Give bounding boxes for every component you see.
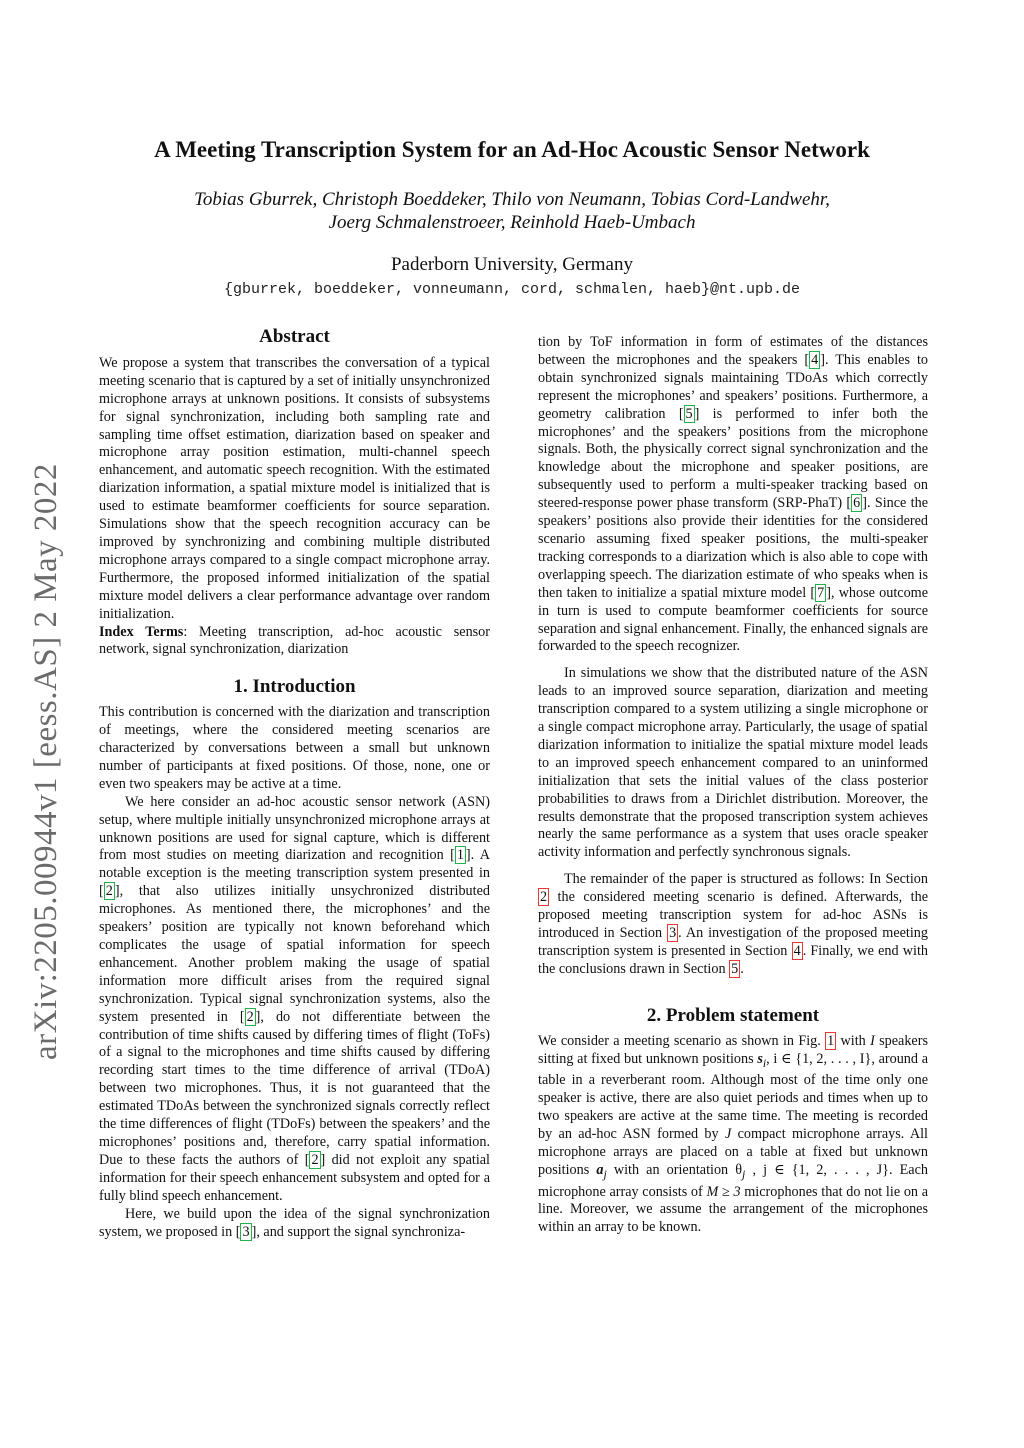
section-link[interactable]: 2 xyxy=(540,889,548,906)
paper-title: A Meeting Transcription System for an Ad-Hoc Acoustic Sensor Network xyxy=(154,137,870,162)
section-link[interactable]: 4 xyxy=(793,942,801,959)
figure-link[interactable]: 1 xyxy=(827,1032,835,1049)
math-vector: a xyxy=(596,1161,604,1178)
problem-text: with xyxy=(836,1032,871,1049)
citation-link[interactable]: 1 xyxy=(456,847,464,864)
problem-text: microphones that do not lie on a line. Moreover, we assume the arrangement of the microphones within an array to be known. xyxy=(538,1183,929,1236)
intro-text: , that also utilizes initially unsychronized distributed microphones. As mentioned there, the microphones’ and the speakers’ position are typically not known beforehand which complicates the usage of spatial information for speech enhancement. Another problem making the usage of spatial information more difficult arises from the required signal synchronization. Typical signal synchronization systems, also the system presented in xyxy=(99,883,490,1025)
index-terms xyxy=(99,624,490,660)
intro-text: is performed to infer both the microphones’ and the speakers’ positions from the microphone signals. Both, the physically correct signal synchronization and the knowledge about the microphone and speaker positions, are subsequently used to perform a multi-speaker tracking based on steered-response power phase transform (SRP-PhaT) xyxy=(538,405,928,512)
section-link[interactable]: 5 xyxy=(731,960,739,977)
problem-text: compact microphone arrays. All microphone arrays are placed on a table at fixed but unknown positions xyxy=(538,1125,929,1178)
intro-text: This contribution is concerned with the diarization and transcription of meetings, where the considered meeting scenarios are characterized by conversations between a small but unknown number of participants at fixed positions. Of those, none, one or even two speakers may be active at a time. xyxy=(99,704,490,792)
abstract-heading: Abstract xyxy=(259,326,330,347)
intro-paragraph-2: We here consider an ad-hoc acoustic sensor network (ASN) setup, where multiple initially unsynchronized microphone arrays at unknown positions are used for signal capture, which is different from most studies on meeting diarization and recognition [ 1 ]. A notable exception is the meeting transcription system presented in [ 2 ], that also utilizes initially unsychronized distributed microphones. As mentioned there, the microphones’ and the speakers’ position are typically not known beforehand which complicates the usage of spatial information for speech enhancement. Another problem making the usage of spatial information more difficult arises from the required signal synchronization. Typical signal synchronization systems, also the system presented in [ 2 ], do not differentiate between the contribution of time shifts caused by differing times of flight (ToFs) of a signal to the microphones and time shifts caused by differing recording start times to the time difference of arrival (TDoA) between two microphones. Thus, it is not guaranteed that the estimated TDoAs between the synchronized signals correctly reflect the time differences of flight (TDoFs) between the speakers’ and the microphones’ positions and, therefore, carry spatial information. Due to these facts the authors of [ 2 ] did not exploit any spatial information for their speech enhancement subsystem and opted for a fully blind speech enhancement. xyxy=(99,793,491,1204)
intro-paragraph-3: Here, we build upon the idea of the signal synchronization system, we proposed in [ 3 ], and support the signal synchroniza- xyxy=(99,1205,490,1240)
citation-link[interactable]: 2 xyxy=(105,883,113,900)
intro-text: . Finally, we end with the conclusions drawn in Section xyxy=(538,942,929,977)
authors-line-1: Tobias Gburrek, Christoph Boeddeker, Thilo von Neumann, Tobias Cord-Landwehr, xyxy=(194,189,830,210)
citation-link[interactable]: 2 xyxy=(246,1008,254,1025)
intro-text: did not exploit any spatial information for their speech enhancement subsystem and opted for a fully blind speech enhancement. xyxy=(99,1151,490,1204)
intro-text: We here consider an ad-hoc acoustic sensor network (ASN) setup, where multiple initially unsynchronized microphone arrays at unknown positions are used for signal capture, which is different from most studies on meeting diarization and recognition xyxy=(99,793,490,864)
intro-text: , do not differentiate between the contribution of time shifts caused by differing times of flight (ToFs) of a signal to the microphones and time shifts caused by differing recording start times to the time difference of arrival (TDoA) between two microphones. Thus, it is not guaranteed that the estimated TDoAs between the synchronized signals correctly reflect the time differences of flight (TDoFs) between the speakers’ and the microphones’ positions and, therefore, carry spatial information. Due to these facts the authors of xyxy=(99,1008,490,1168)
problem-text: with an orientation θ xyxy=(606,1161,743,1178)
right-column xyxy=(538,334,928,1237)
intro-text: . An investigation of the proposed meeting transcription system is presented in Section xyxy=(538,925,928,959)
problem-text: We consider a meeting scenario as shown in Fig. xyxy=(538,1032,826,1049)
math-vector: s xyxy=(757,1050,763,1067)
authors-line-2: Joerg Schmalenstroeer, Reinhold Haeb-Umbach xyxy=(328,212,696,233)
intro-text: Here, we build upon the idea of the signal synchronization system, we proposed in xyxy=(99,1205,490,1240)
citation-link[interactable]: 2 xyxy=(311,1151,319,1168)
author-emails: {gburrek, boeddeker, vonneumann, cord, schmalen, haeb}@nt.upb.de xyxy=(223,281,801,298)
intro-text: the considered meeting scenario is defined. Afterwards, the proposed meeting transcription system for ad-hoc ASNs is introduced in Section xyxy=(538,889,928,941)
math-var: I xyxy=(870,1032,875,1049)
index-terms-text: : Meeting transcription, ad-hoc acoustic sensor network, signal synchronization, diarization xyxy=(99,623,491,658)
intro-paragraph-1 xyxy=(99,704,490,794)
intro-paragraph-3-cont: tion by ToF information in form of estimates of the distances between the microphones and the speakers [ 4 ]. This enables to obtain synchronized signals maintaining TDoAs which correctly represent the microphones’ and speakers’ positions. Furthermore, a geometry calibration [ 5 ] is performed to infer both the microphones’ and the speakers’ positions from the microphone signals. Both, the physically correct signal synchronization and the knowledge about the microphone and speaker positions, are subsequently used to perform a multi-speaker tracking based on steered-response power phase transform (SRP-PhaT) [ 6 ]. Since the speakers’ positions also provide their identities for the considered scenario assuming fixed speaker positions, the multi-speaker tracking corresponds to a diarization which is also able to cope with overlapping speech. The diarization estimate of who speaks when is then taken to initialize a spatial mixture model [ 7 ], whose outcome in turn is used to compute beamformer coefficients for source separation and signal enhancement. Finally, the enhanced signals are forwarded to the speech recognizer. xyxy=(538,334,928,655)
intro-text: . A notable exception is the meeting transcription system presented in xyxy=(99,847,491,882)
problem-paragraph xyxy=(538,1033,928,1238)
affiliation: Paderborn University, Germany xyxy=(390,254,633,275)
problem-text: , i ∈ {1, 2, . . . , I}, xyxy=(766,1050,875,1067)
citation-link[interactable]: 7 xyxy=(817,584,825,601)
problem-text: speakers sitting at fixed but unknown positions xyxy=(538,1032,928,1067)
abstract-body: We propose a system that transcribes the conversation of a typical meeting scenario that is captured by a set of initially unsynchronized microphone arrays at unknown positions. It consists of subsystems for signal synchronization, including both sampling rate and sampling time offset estimation, diarization based on speaker and microphone array position estimation, multi-channel speech enhancement, and automatic speech recognition. With the estimated diarization information, a spatial mixture model is initialized that is used to estimate beamformer coefficients for source separation. Simulations show that the speech recognition accuracy can be improved by synchronizing and combining multiple distributed microphone arrays compared to a single compact microphone array. Furthermore, the proposed informed initialization of the spatial mixture model delivers a clear performance advantage over random initialization. xyxy=(99,354,490,622)
section-heading-introduction: 1. Introduction xyxy=(233,676,356,698)
section-heading-problem-statement: 2. Problem statement xyxy=(646,1004,820,1026)
intro-text: . xyxy=(740,960,744,977)
math-subscript: j xyxy=(742,1166,746,1181)
intro-text: , and support the signal synchroniza- xyxy=(256,1223,466,1240)
section-link[interactable]: 3 xyxy=(669,925,677,941)
author-list xyxy=(150,188,874,234)
math-var: M ≥ 3 xyxy=(706,1183,741,1200)
citation-link[interactable]: 6 xyxy=(853,495,861,512)
intro-paragraph-4 xyxy=(538,665,928,862)
problem-text: , j ∈ {1, 2, . . . , J}. Each microphone array consists of xyxy=(538,1161,928,1200)
intro-text: . This enables to obtain synchronized signals maintaining TDoAs which correctly represent the microphones’ and speakers’ positions. Furthermore, a geometry calibration xyxy=(538,351,928,422)
left-column xyxy=(99,328,490,1241)
citation-link[interactable]: 5 xyxy=(685,405,693,422)
intro-text: In simulations we show that the distributed nature of the ASN leads to an improved source separation, diarization and meeting transcription compared to a system utilizing a single microphone or a single compact microphone array. Particularly, the usage of spatial diarization information to initialize the spatial mixture model leads to an improved speech enhancement compared to an uninformed initialization that sets the initial values of the class posterior probabilities to draws from a Dirichlet distribution. Moreover, the results demonstrate that the proposed transcription system achieves nearly the same performance as a system that uses oracle speaker activity information and perfectly synchronous signals. xyxy=(538,665,928,861)
problem-text: around a table in a reverberant room. Although most of the time only one speaker is active, there are also quiet periods and times when up to two speakers are active at the same time. The meeting is recorded by an ad-hoc ASN formed by xyxy=(538,1050,929,1142)
intro-text: , whose outcome in turn is used to compute beamformer coefficients for source separation and signal enhancement. Finally, the enhanced signals are forwarded to the speech recognizer. xyxy=(538,584,928,655)
citation-link[interactable]: 4 xyxy=(811,351,819,368)
math-subscript: j xyxy=(603,1166,607,1181)
intro-text: The remainder of the paper is structured as follows: In Section xyxy=(564,871,928,888)
intro-paragraph-5 xyxy=(538,871,928,978)
math-var: J xyxy=(724,1125,732,1142)
intro-text: . Since the speakers’ positions also provide their identities for the considered scenario assuming fixed speaker positions, the multi-speaker tracking corresponds to a diarization which is also able to cope with overlapping speech. The diarization estimate of who speaks when is then taken to initialize a spatial mixture model xyxy=(538,495,928,601)
index-terms-label: Index Terms xyxy=(99,623,184,640)
intro-text: tion by ToF information in form of estimates of the distances between the microphones and the speakers xyxy=(538,334,928,368)
citation-link[interactable]: 3 xyxy=(242,1223,250,1240)
abstract-text xyxy=(99,355,490,624)
math-subscript: i xyxy=(762,1055,767,1070)
arxiv-stamp: arXiv:2205.00944v1 [eess.AS] 2 May 2022 xyxy=(28,463,64,1060)
